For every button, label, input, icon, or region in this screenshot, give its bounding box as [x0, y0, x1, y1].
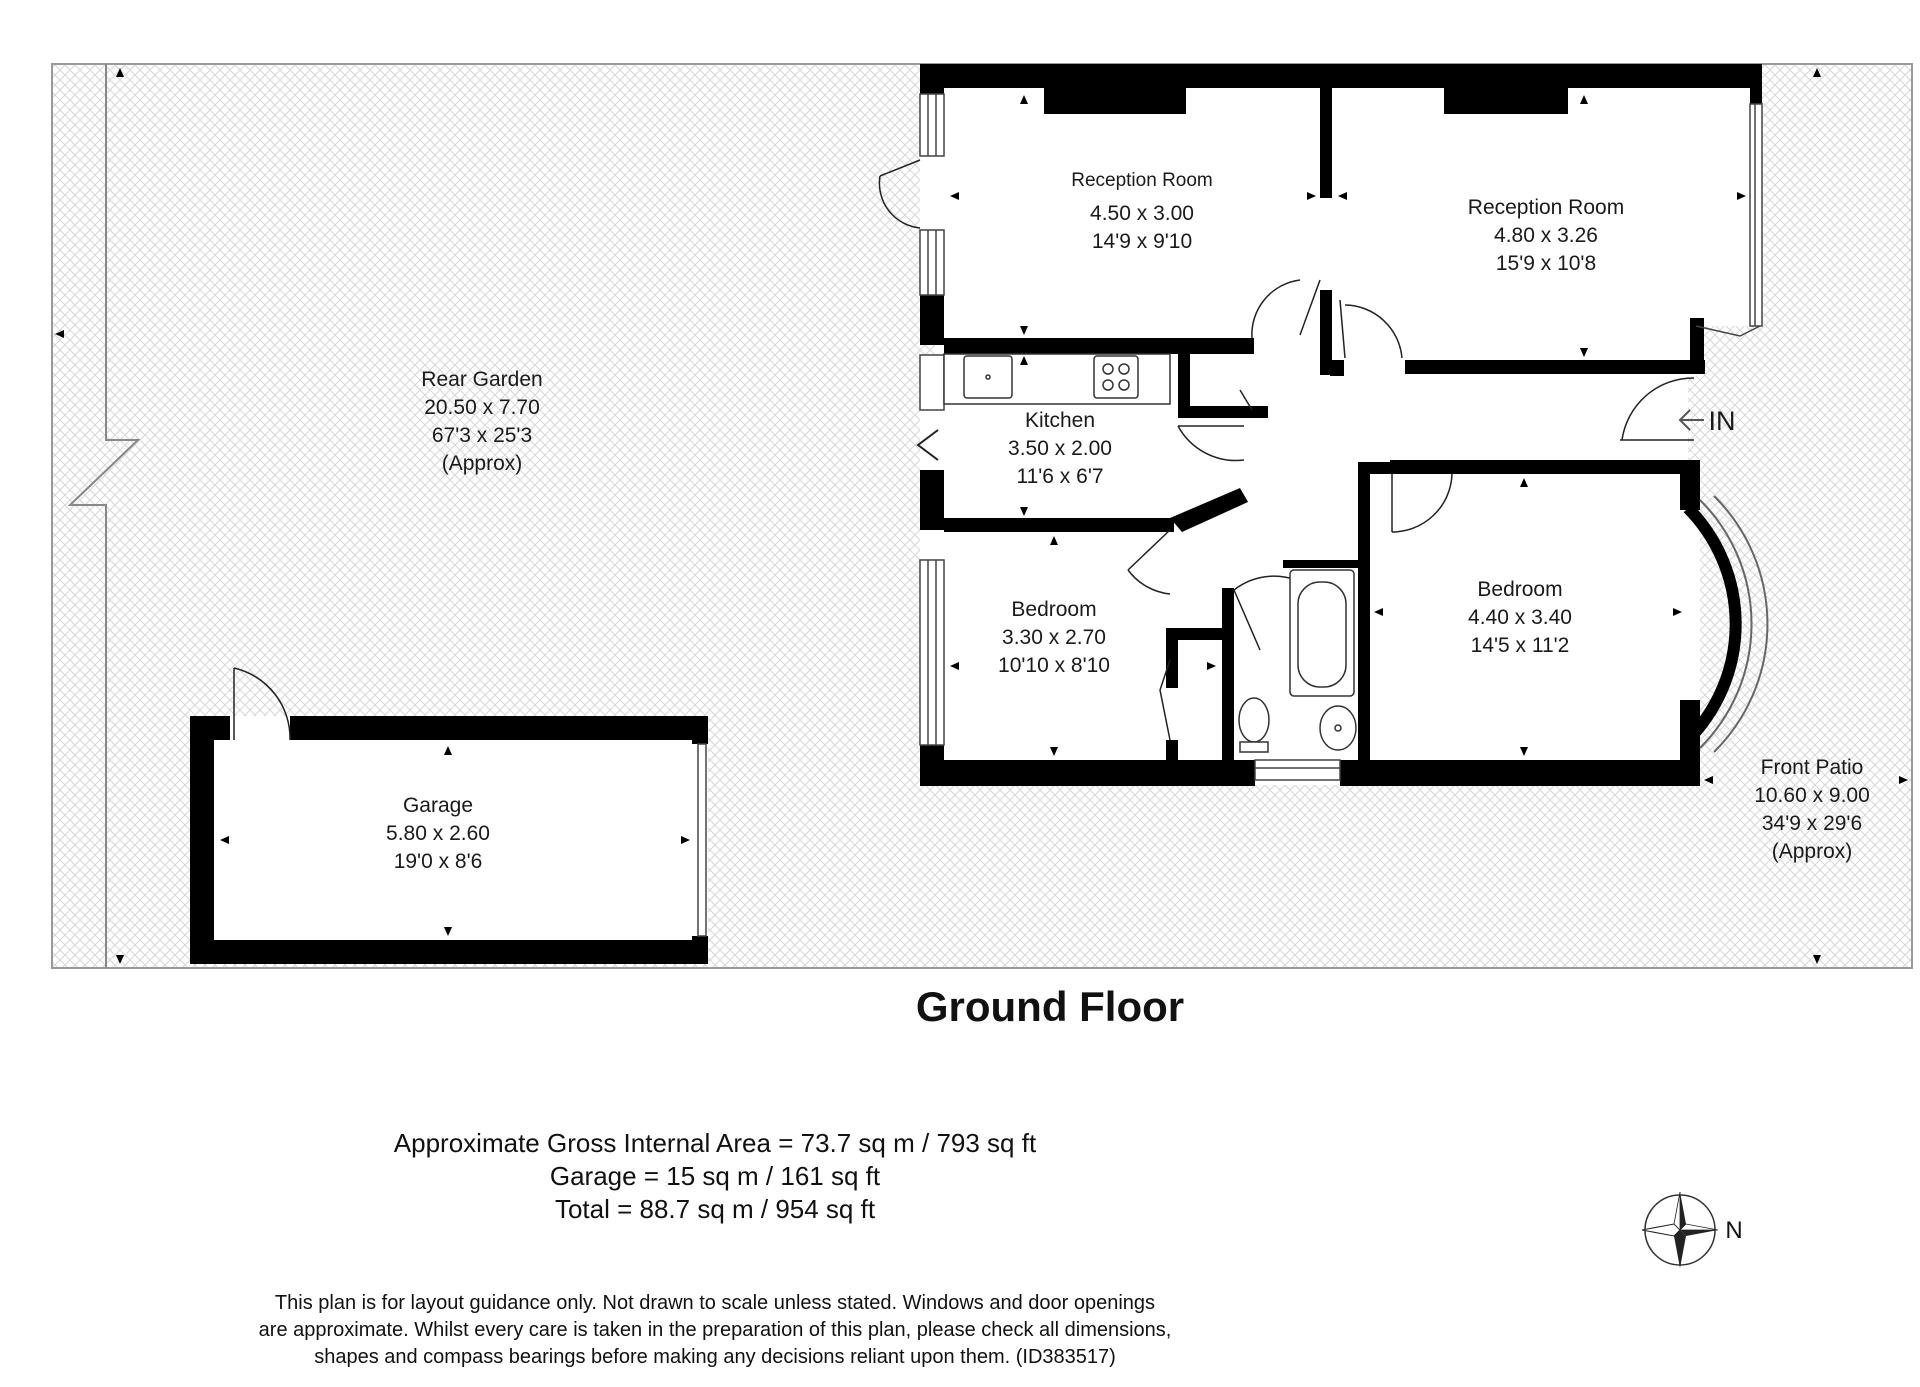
reception1-imperial: 14'9 x 9'10 [1091, 230, 1193, 253]
reception2-metric: 4.80 x 3.26 [1494, 224, 1598, 247]
compass-icon [1640, 1190, 1750, 1270]
entrance-label: IN [1708, 406, 1736, 436]
kitchen-imperial: 11'6 x 6'7 [1016, 465, 1104, 488]
bedroom2-metric: 4.40 x 3.40 [1468, 606, 1572, 629]
kitchen-metric: 3.50 x 2.00 [1008, 437, 1112, 460]
rear-garden-name: Rear Garden [421, 368, 543, 391]
reception2-imperial: 15'9 x 10'8 [1495, 252, 1597, 275]
kitchen-name: Kitchen [1024, 409, 1096, 432]
garage-metric: 5.80 x 2.60 [386, 822, 490, 845]
rear-garden-metric: 20.50 x 7.70 [424, 396, 540, 419]
garage-imperial: 19'0 x 8'6 [393, 850, 483, 873]
gross-area: Approximate Gross Internal Area = 73.7 sq m / 793 sq ft [393, 1128, 1037, 1158]
bedroom1-imperial: 10'10 x 8'10 [998, 654, 1110, 677]
reception1-metric: 4.50 x 3.00 [1090, 202, 1194, 225]
bedroom1-name: Bedroom [1011, 598, 1097, 621]
area-summary [0, 1127, 1430, 1226]
disclaimer [0, 1290, 1430, 1371]
front-patio-note: (Approx) [1771, 840, 1853, 863]
floor-title: Ground Floor [915, 983, 1185, 1030]
garage-area: Garage = 15 sq m / 161 sq ft [549, 1161, 881, 1191]
garage-name: Garage [402, 794, 474, 817]
disclaimer-line-1: This plan is for layout guidance only. Not drawn to scale unless stated. Windows and door openings [274, 1292, 1156, 1314]
compass-label: N [1725, 1217, 1743, 1244]
disclaimer-line-3: shapes and compass bearings before making any decisions reliant upon them. (ID383517) [314, 1346, 1116, 1368]
total-area: Total = 88.7 sq m / 954 sq ft [554, 1194, 876, 1224]
reception1-name: Reception Room [1071, 170, 1213, 191]
front-patio-imperial: 34'9 x 29'6 [1761, 812, 1863, 835]
bedroom2-name: Bedroom [1477, 578, 1563, 601]
rear-garden-imperial: 67'3 x 25'3 [431, 424, 533, 447]
bedroom2-imperial: 14'5 x 11'2 [1470, 634, 1570, 657]
bedroom1-metric: 3.30 x 2.70 [1002, 626, 1106, 649]
disclaimer-line-2: are approximate. Whilst every care is taken in the preparation of this plan, please check all dimensions, [258, 1319, 1172, 1341]
front-patio-name: Front Patio [1760, 756, 1864, 779]
front-patio-metric: 10.60 x 9.00 [1754, 784, 1870, 807]
reception2-name: Reception Room [1467, 196, 1625, 219]
rear-garden-note: (Approx) [441, 452, 523, 475]
